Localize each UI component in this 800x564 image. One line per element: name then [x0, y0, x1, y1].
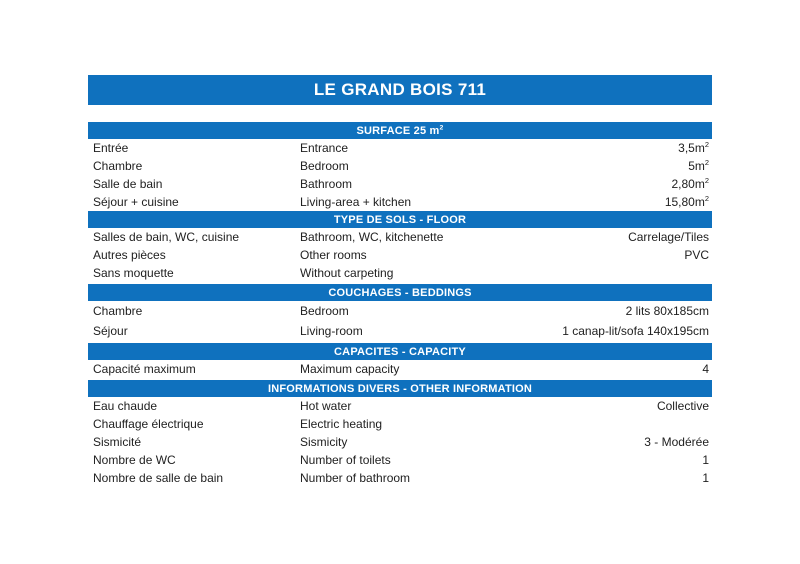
label-english: Living-area + kitchen	[300, 195, 412, 209]
row-value: $3,5m^2$	[678, 140, 709, 155]
row-value: 1	[702, 471, 709, 485]
label-english: Maximum capacity	[300, 362, 400, 376]
section-header-label: TYPE DE SOLS - FLOOR	[333, 213, 467, 226]
row-value: Collective	[656, 399, 709, 413]
row-value: 3 - Modérée	[644, 435, 709, 449]
label-english: Number of bathroom	[300, 471, 411, 485]
section-header	[88, 343, 712, 360]
table-row	[88, 397, 712, 415]
row-value: 4	[702, 362, 709, 376]
page-title: LE GRAND BOIS 711	[313, 80, 487, 99]
row-value: $5m^2$	[688, 158, 709, 173]
section-header	[88, 284, 712, 301]
label-french: Autres pièces	[93, 248, 166, 262]
section-header	[88, 211, 712, 228]
label-french: Chauffage électrique	[93, 417, 204, 431]
label-english: Bathroom, WC, kitchenette	[300, 230, 444, 244]
section	[88, 122, 712, 211]
label-french: Sismicité	[93, 435, 142, 449]
row-value: PVC	[684, 248, 709, 262]
label-english: Sismicity	[300, 435, 348, 449]
table-row	[88, 139, 712, 157]
row-value: 1 canap-lit/sofa 140x195cm	[562, 324, 709, 338]
table-row	[88, 264, 712, 282]
label-english: Hot water	[300, 399, 352, 413]
table-row	[88, 157, 712, 175]
section	[88, 211, 712, 282]
property-info-sheet	[88, 75, 712, 487]
label-english: Number of toilets	[300, 453, 391, 467]
label-english: Other rooms	[300, 248, 367, 262]
row-value: 1	[702, 453, 709, 467]
label-french: Sans moquette	[93, 266, 174, 280]
row-value: 2 lits 80x185cm	[625, 304, 709, 318]
label-english: Bathroom	[300, 177, 353, 191]
table-row	[88, 228, 712, 246]
label-french: Salle de bain	[93, 177, 163, 191]
label-french: Séjour	[93, 324, 128, 338]
label-french: Capacité maximum	[93, 362, 196, 376]
section	[88, 380, 712, 487]
label-french: Nombre de WC	[93, 453, 176, 467]
label-french: Nombre de salle de bain	[93, 471, 224, 485]
table-row	[88, 469, 712, 487]
label-english: Entrance	[300, 141, 349, 155]
label-french: Eau chaude	[93, 399, 158, 413]
section-header-label: SURFACE 25 $m^2$	[356, 123, 444, 137]
label-english: Living-room	[300, 324, 363, 338]
table-row	[88, 175, 712, 193]
label-english: Bedroom	[300, 159, 349, 173]
table-row	[88, 193, 712, 211]
table-row	[88, 321, 712, 341]
table-row	[88, 433, 712, 451]
table-row	[88, 415, 712, 433]
label-french: Chambre	[93, 304, 143, 318]
label-french: Entrée	[93, 141, 129, 155]
label-french: Chambre	[93, 159, 143, 173]
table-row	[88, 360, 712, 378]
table-row	[88, 451, 712, 469]
section	[88, 284, 712, 341]
table-row	[88, 301, 712, 321]
section-header-label: INFORMATIONS DIVERS - OTHER INFORMATION	[267, 382, 533, 395]
section-header-label: CAPACITES - CAPACITY	[334, 345, 466, 358]
section	[88, 343, 712, 378]
label-french: Séjour + cuisine	[93, 195, 179, 209]
row-value: $15,80m^2$	[664, 194, 709, 209]
row-value: Carrelage/Tiles	[628, 230, 709, 244]
label-english: Bedroom	[300, 304, 349, 318]
row-value: $2,80m^2$	[671, 176, 709, 191]
section-header-label: COUCHAGES - BEDDINGS	[328, 286, 472, 299]
title-bar	[88, 75, 712, 105]
label-english: Without carpeting	[300, 266, 394, 280]
section-header	[88, 122, 712, 139]
label-english: Electric heating	[300, 417, 383, 431]
table-row	[88, 246, 712, 264]
label-french: Salles de bain, WC, cuisine	[93, 230, 240, 244]
section-header	[88, 380, 712, 397]
sections-container	[88, 122, 712, 487]
